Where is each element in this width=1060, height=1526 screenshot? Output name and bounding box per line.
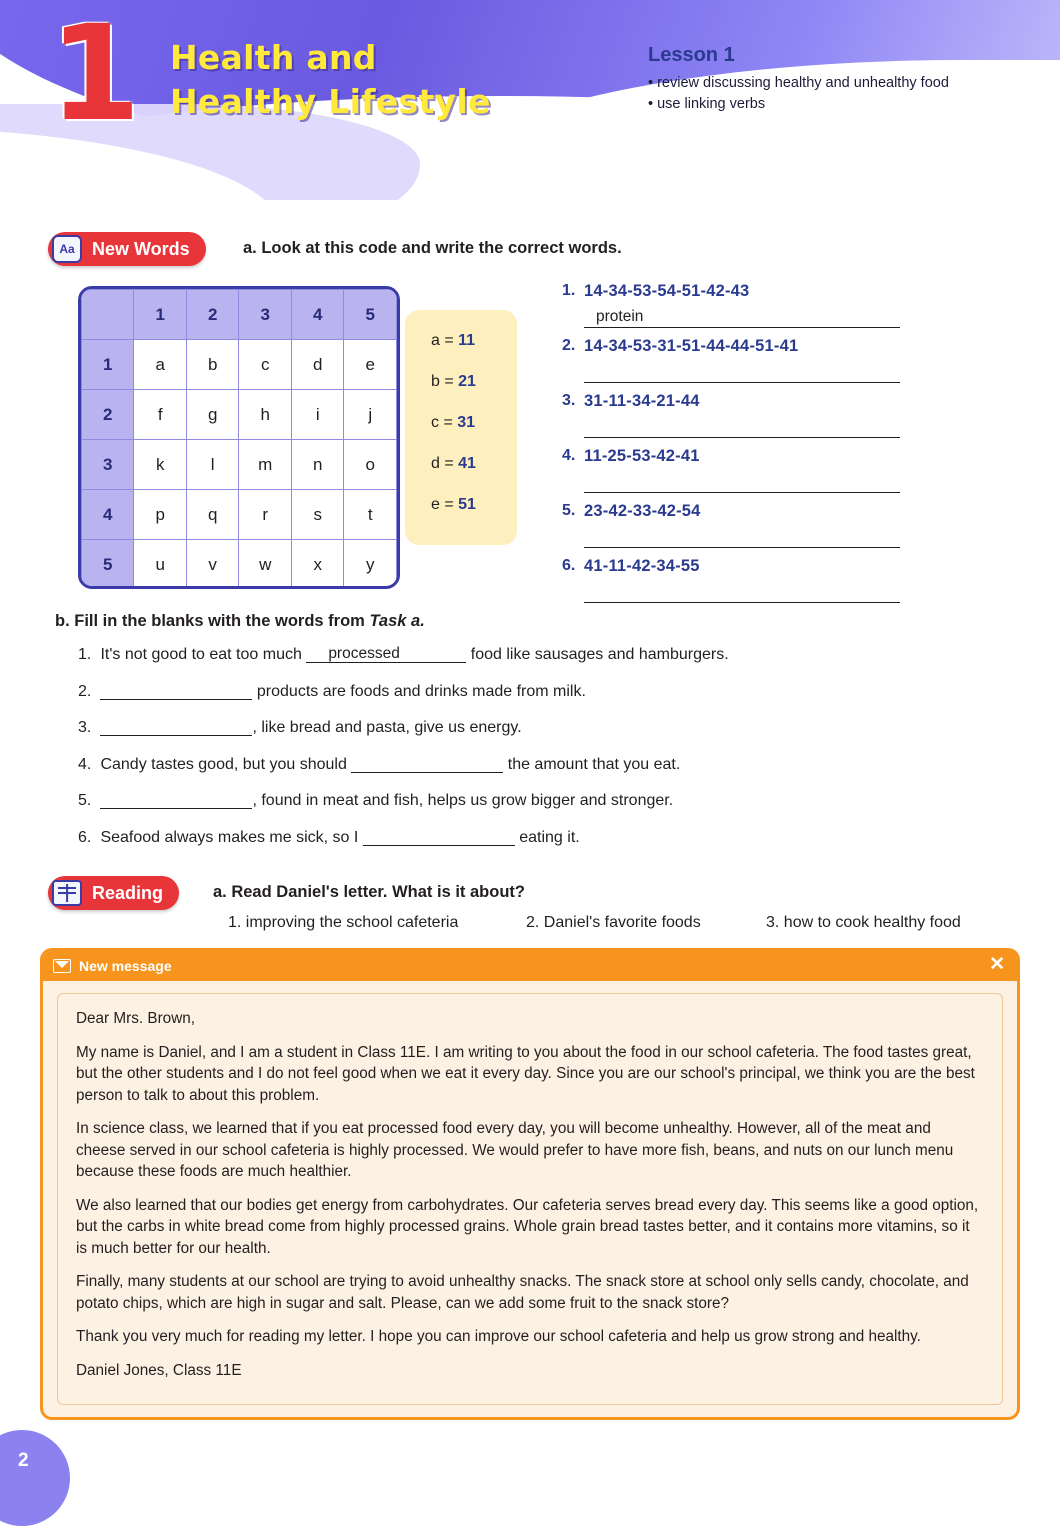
new-words-task-a-heading: a. Look at this code and write the correct words. [243, 239, 622, 257]
code-cell-3-4: n [292, 440, 344, 490]
letter-paragraph-4: We also learned that our bodies get energy from carbohydrates. Our cafeteria serves bread every day. This seems like a good option, but the carbs in white bread come from highly processed grains. Whole grain bread tastes better, and it contains more vitamins, so it is much better for our health. [76, 1196, 979, 1257]
code-cell-3-2: l [186, 440, 238, 490]
list-item [562, 280, 1012, 326]
reading-section-tag [48, 876, 179, 911]
code-grid-col-1: 1 [134, 290, 186, 340]
code-cell-1-5: e [344, 340, 397, 390]
letter-paragraph-5: Finally, many students at our school are trying to avoid unhealthy snacks. The snack store at school only sells candy, chocolate, and potato chips, which are high in sugar and salt. Please, can we add some fruit to the snack store? [76, 1273, 969, 1312]
code-cell-5-5: y [344, 540, 397, 590]
code-answer-input-5[interactable] [584, 530, 900, 548]
code-answer-input-1[interactable] [584, 310, 900, 328]
list-item [78, 717, 1018, 739]
blank-number-2: 2. [78, 682, 92, 700]
list-item [562, 445, 1012, 491]
blank-number-4: 4. [78, 755, 92, 773]
list-item [78, 790, 1018, 812]
unit-title-line-1: Health and [170, 38, 377, 77]
code-answer-input-3[interactable] [584, 420, 900, 438]
table-row [82, 540, 397, 590]
new-words-task-b-heading [55, 612, 425, 631]
code-cell-4-2: q [186, 490, 238, 540]
code-cell-3-5: o [344, 440, 397, 490]
code-grid-row-header-2: 2 [82, 390, 134, 440]
code-grid-row-header-4: 4 [82, 490, 134, 540]
message-bar-title: New message [79, 958, 172, 974]
code-cell-1-4: d [292, 340, 344, 390]
blank-pre-1: It's not good to eat too much [100, 646, 307, 663]
book-icon [52, 880, 82, 906]
lesson-info [648, 44, 1028, 115]
blank-pre-6: Seafood always makes me sick, so I [100, 828, 363, 846]
code-cell-4-5: t [344, 490, 397, 540]
key-row-d [431, 455, 517, 473]
code-grid-corner [82, 290, 134, 340]
code-grid-col-4: 4 [292, 290, 344, 340]
code-cell-2-3: h [239, 390, 292, 440]
aa-icon: Aa [52, 235, 82, 263]
list-item [78, 754, 1018, 776]
code-item-number-4: 4. [562, 447, 576, 464]
code-item-number-3: 3. [562, 392, 576, 409]
close-icon[interactable]: ✕ [989, 954, 1005, 975]
reading-option-1[interactable]: 1. improving the school cafeteria [228, 914, 459, 931]
blank-post-2: products are foods and drinks made from milk. [252, 682, 586, 700]
table-row [82, 440, 397, 490]
key-value-c: 31 [457, 414, 476, 431]
key-value-e: 51 [458, 496, 476, 513]
code-cell-5-3: w [239, 540, 292, 590]
code-grid-col-5: 5 [344, 290, 397, 340]
new-message-card [40, 948, 1020, 1420]
code-cell-4-3: r [239, 490, 292, 540]
code-grid-row-header-3: 3 [82, 440, 134, 490]
blank-number-6: 6. [78, 828, 92, 846]
blank-post-1: food like sausages and hamburgers. [466, 646, 729, 663]
key-row-e [431, 496, 517, 514]
lesson-objective-2: • use linking verbs [648, 96, 766, 112]
code-item-number-1: 1. [562, 282, 576, 299]
code-item-number-2: 2. [562, 337, 576, 354]
key-value-d: 41 [458, 455, 476, 472]
code-cell-5-2: v [186, 540, 238, 590]
code-answer-text-1: protein [596, 308, 644, 325]
code-item-digits-6: 41-11-42-34-55 [584, 557, 700, 575]
code-grid-col-2: 2 [186, 290, 238, 340]
code-questions-list [562, 280, 1012, 610]
blank-post-5: , found in meat and fish, helps us grow bigger and stronger. [252, 792, 674, 809]
key-letter-a: a = [431, 332, 459, 349]
key-letter-b: b = [431, 373, 459, 390]
key-letter-c: c = [431, 414, 458, 431]
key-letter-d: d = [431, 455, 459, 472]
reading-tag [48, 876, 179, 910]
code-cell-3-3: m [239, 440, 292, 490]
page-header [0, 0, 1060, 200]
unit-title-line-2: Healthy Lifestyle [170, 82, 491, 121]
blank-input-3[interactable] [100, 717, 252, 736]
list-item [562, 500, 1012, 546]
reading-option-2[interactable]: 2. Daniel's favorite foods [526, 914, 701, 931]
blank-post-4: the amount that you eat. [503, 755, 681, 773]
list-item [78, 681, 1018, 703]
code-grid-col-3: 3 [239, 290, 292, 340]
letter-paragraph-1: Dear Mrs. Brown, [76, 1010, 195, 1027]
table-row [82, 490, 397, 540]
code-grid [81, 289, 397, 589]
message-body [57, 993, 1003, 1405]
code-grid-row-header-1: 1 [82, 340, 134, 390]
list-item [78, 827, 1018, 849]
fill-in-blanks-list [78, 644, 1018, 863]
code-item-digits-4: 11-25-53-42-41 [584, 447, 700, 465]
page-number: 2 [18, 1450, 29, 1471]
code-cell-1-1: a [134, 340, 186, 390]
code-answer-input-6[interactable] [584, 585, 900, 603]
code-item-number-6: 6. [562, 557, 576, 574]
list-item [562, 335, 1012, 381]
code-key-box [405, 310, 517, 545]
code-cell-2-2: g [186, 390, 238, 440]
blank-number-3: 3. [78, 719, 92, 736]
blank-filled-1: processed [328, 645, 400, 662]
code-cell-4-1: p [134, 490, 186, 540]
list-item [78, 644, 1018, 666]
blank-input-4[interactable] [351, 754, 503, 773]
blank-pre-4: Candy tastes good, but you should [100, 755, 352, 773]
blank-input-6[interactable] [363, 827, 515, 846]
code-cell-2-4: i [292, 390, 344, 440]
new-words-section-tag [48, 232, 206, 266]
new-words-tag-label: New Words [92, 238, 190, 259]
table-row [82, 340, 397, 390]
blank-post-3: , like bread and pasta, give us energy. [252, 719, 522, 736]
code-cell-1-2: b [186, 340, 238, 390]
letter-paragraph-2: My name is Daniel, and I am a student in Class 11E. I am writing to you about the food in our school cafeteria. The food tastes great, but the other students and I do not feel good when we eat it every day. Since you are our school's principal, we think you are the best person to talk to about this problem. [76, 1043, 975, 1104]
letter-paragraph-6: Thank you very much for reading my letter. I hope you can improve our school cafeteria and help us grow strong and healthy. [76, 1328, 921, 1345]
key-value-a: 11 [458, 332, 476, 349]
code-item-digits-3: 31-11-34-21-44 [584, 392, 700, 410]
reading-options [228, 914, 1018, 932]
lesson-title: Lesson 1 [648, 44, 735, 66]
code-grid-wrapper [78, 286, 400, 589]
new-words-tag [48, 232, 206, 266]
list-item [562, 555, 1012, 601]
task-b-heading-italic: Task a. [369, 612, 425, 630]
code-item-digits-2: 14-34-53-31-51-44-44-51-41 [584, 337, 799, 355]
code-cell-5-4: x [292, 540, 344, 590]
message-title-bar [43, 951, 1017, 981]
code-item-digits-5: 23-42-33-42-54 [584, 502, 701, 520]
table-row [82, 390, 397, 440]
unit-number: 1 [49, 0, 141, 151]
envelope-icon [53, 959, 71, 973]
blank-input-2[interactable] [100, 681, 252, 700]
key-row-c [431, 414, 517, 432]
code-item-digits-1: 14-34-53-54-51-42-43 [584, 282, 750, 300]
blank-input-1[interactable] [306, 644, 466, 663]
blank-input-5[interactable] [100, 790, 252, 809]
list-item [562, 390, 1012, 436]
code-answer-input-4[interactable] [584, 475, 900, 493]
reading-task-a-heading: a. Read Daniel's letter. What is it about? [213, 883, 525, 901]
letter-signature: Daniel Jones, Class 11E [76, 1361, 242, 1379]
blank-post-6: eating it. [514, 828, 580, 846]
code-cell-3-1: k [134, 440, 186, 490]
code-answer-input-2[interactable] [584, 365, 900, 383]
blank-number-1: 1. [78, 646, 92, 663]
letter-paragraph-3: In science class, we learned that if you eat processed food every day, you will become unhealthy. However, all of the meat and cheese served in our school cafeteria is highly processed. We would prefer to have more fish, beans, and nuts on our lunch menu because these foods are much healthier. [76, 1120, 954, 1180]
key-row-a [431, 332, 517, 350]
code-grid-row-header-5: 5 [82, 540, 134, 590]
unit-title [170, 36, 491, 124]
reading-option-3[interactable]: 3. how to cook healthy food [766, 914, 961, 931]
code-cell-2-5: j [344, 390, 397, 440]
page-number-decoration [0, 1430, 70, 1526]
code-grid-header-row [82, 290, 397, 340]
blank-number-5: 5. [78, 792, 92, 809]
key-row-b [431, 373, 517, 391]
code-cell-4-4: s [292, 490, 344, 540]
task-b-heading-text: b. Fill in the blanks with the words from [55, 612, 370, 630]
reading-tag-label: Reading [92, 882, 164, 903]
key-letter-e: e = [431, 496, 459, 513]
key-value-b: 21 [458, 373, 476, 390]
code-item-number-5: 5. [562, 502, 576, 519]
code-cell-5-1: u [134, 540, 186, 590]
code-cell-2-1: f [134, 390, 186, 440]
code-cell-1-3: c [239, 340, 292, 390]
lesson-objective-1: • review discussing healthy and unhealthy food [648, 75, 949, 91]
